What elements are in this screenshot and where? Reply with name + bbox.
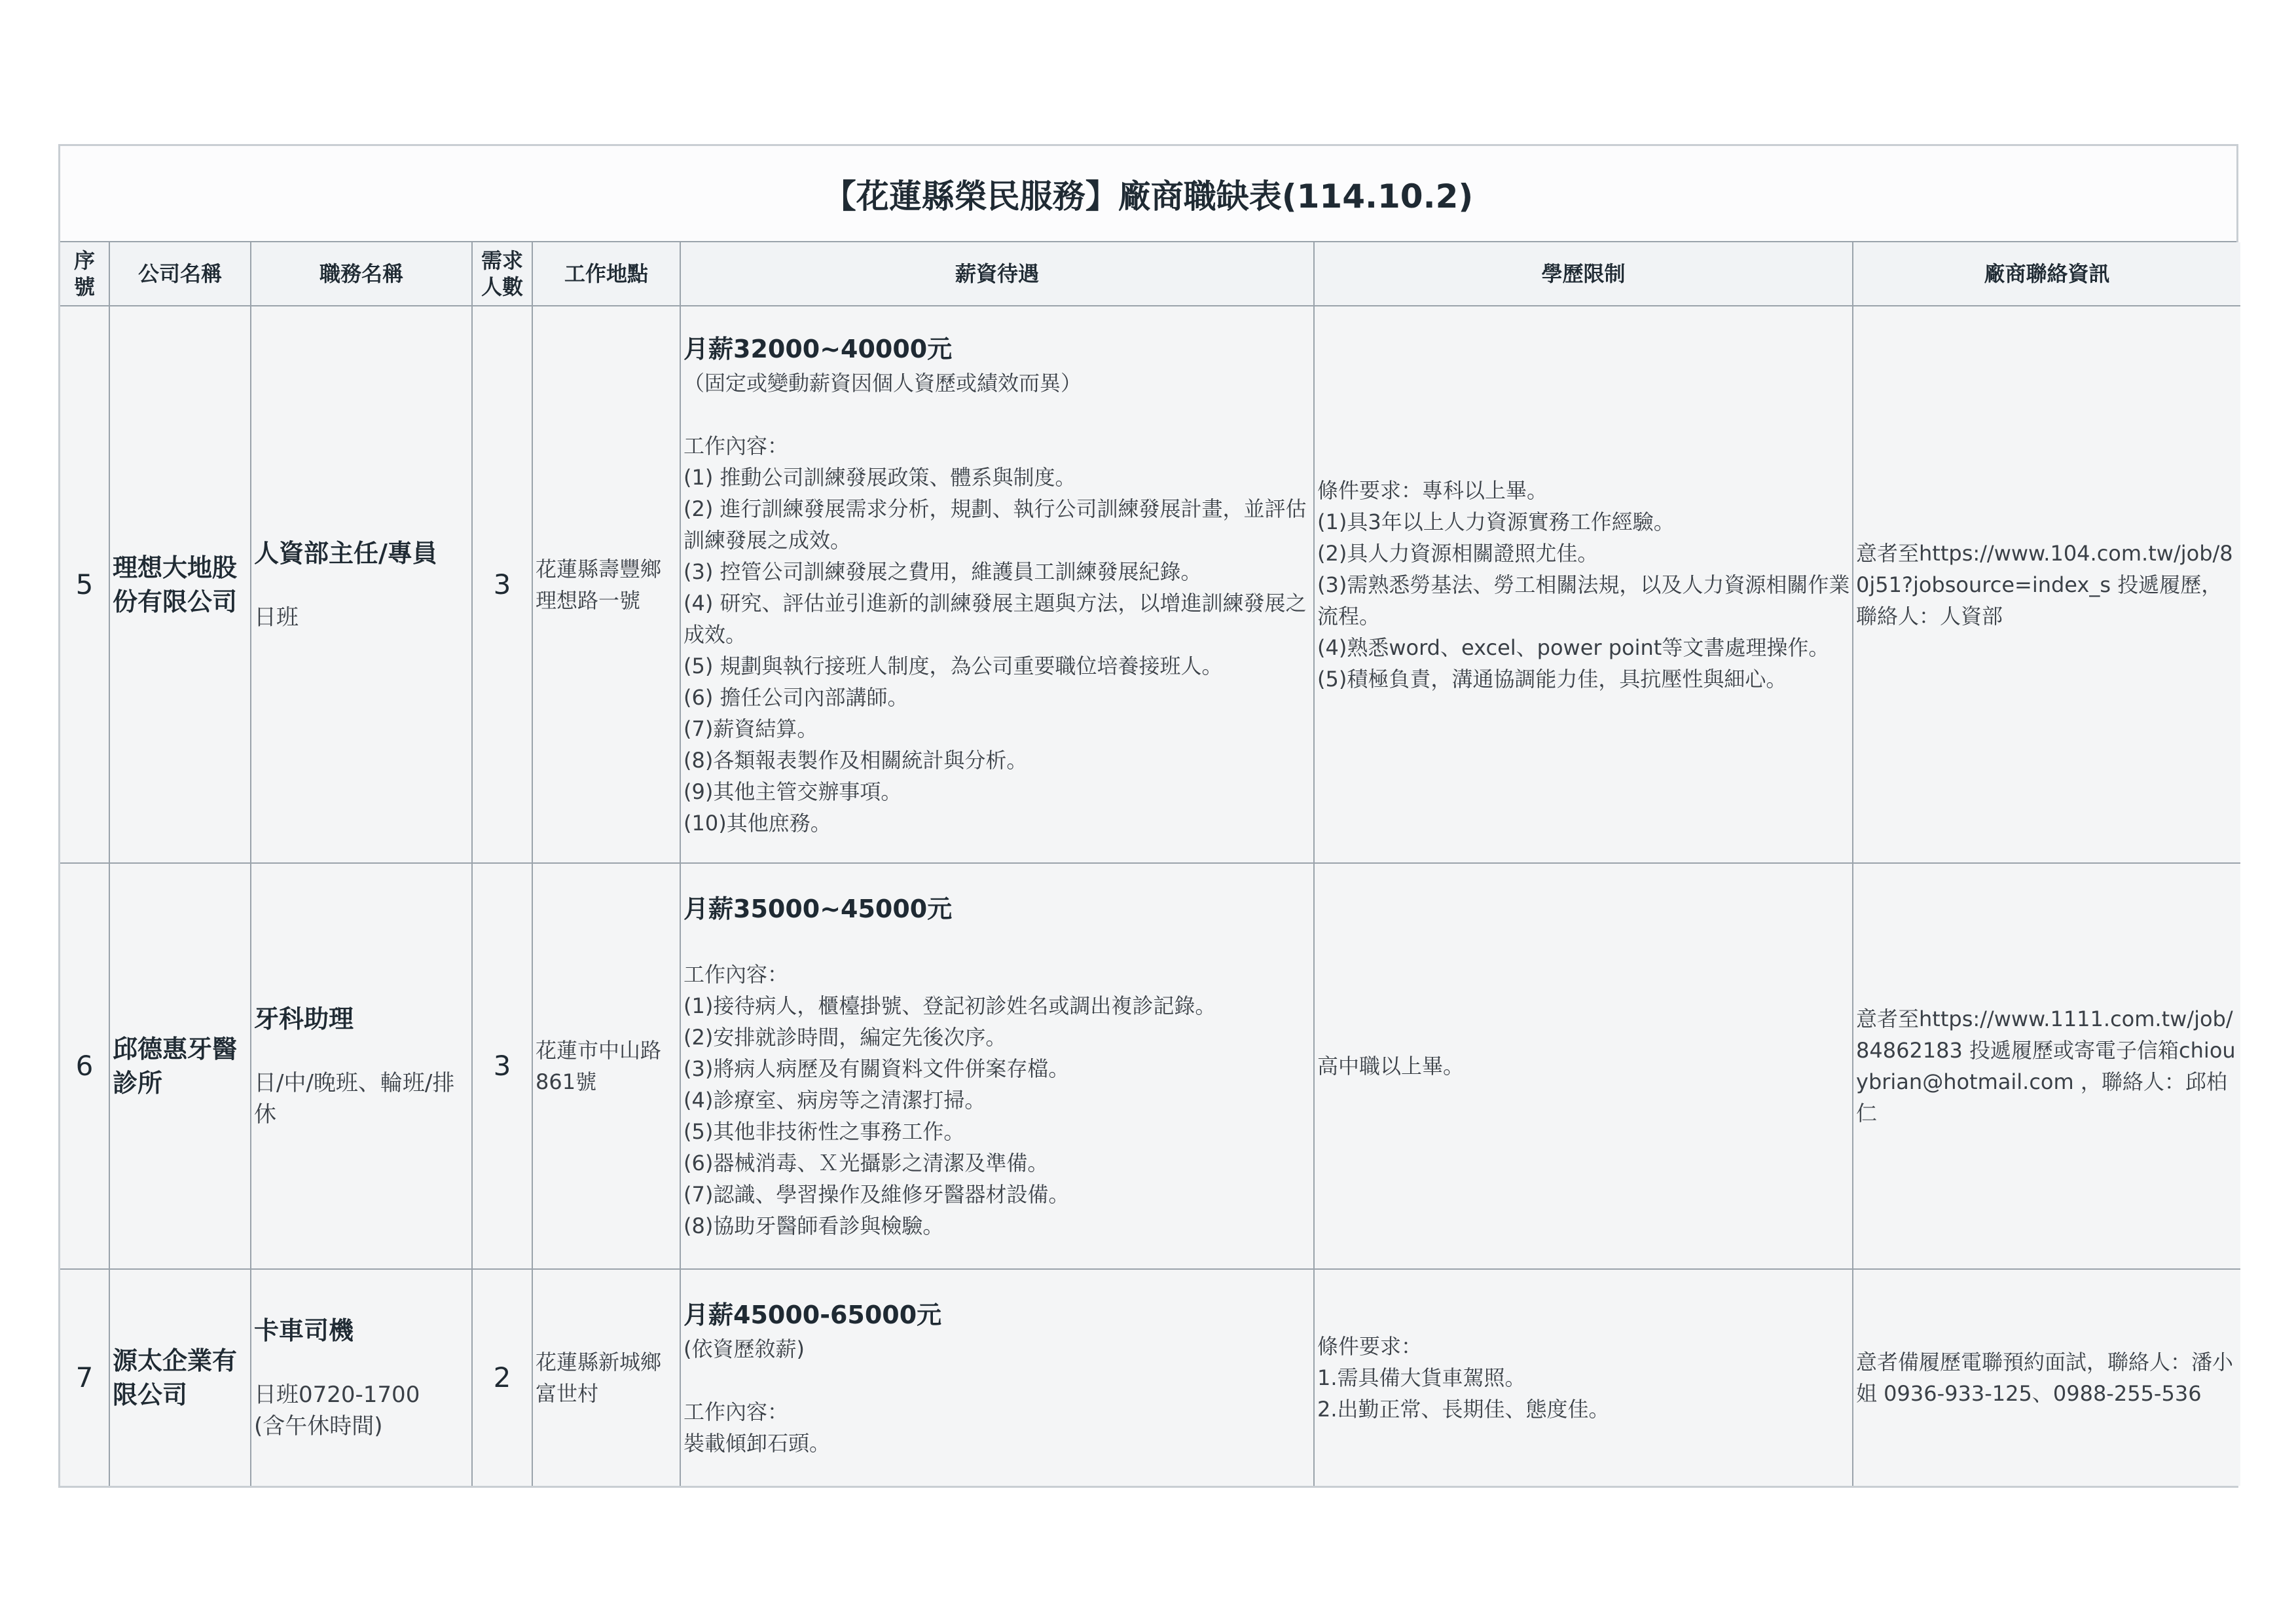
education-cell — [1314, 306, 1853, 863]
duty-item: (5) 規劃與執行接班人制度，為公司重要職位培養接班人。 — [683, 653, 1223, 678]
salary-amount: 月薪35000~45000元 — [683, 895, 953, 923]
duty-item: (7)認識、學習操作及維修牙醫器材設備。 — [683, 1182, 1070, 1207]
table-row — [60, 306, 2240, 863]
duty-item: (6)器械消毒、Ｘ光攝影之清潔及準備。 — [683, 1151, 1049, 1175]
requirement-item: (2)具人力資源相關證照尤佳。 — [1317, 540, 1599, 566]
job-title: 牙科助理 — [254, 1005, 354, 1033]
headcount: 2 — [472, 1269, 532, 1486]
salary-cell — [680, 1269, 1314, 1486]
header-contact: 廠商聯絡資訊 — [1853, 242, 2240, 306]
job-shift-note: (含午休時間) — [254, 1413, 383, 1439]
duty-item: 裝載傾卸石頭。 — [683, 1431, 831, 1456]
duties-label: 工作內容： — [683, 433, 789, 458]
job-shift: 日班 — [254, 604, 299, 631]
work-location: 花蓮縣新城鄉富世村 — [532, 1269, 680, 1486]
job-title: 人資部主任/專員 — [254, 538, 437, 568]
duty-item: (2) 進行訓練發展需求分析，規劃、執行公司訓練發展計畫，並評估訓練發展之成效。 — [683, 496, 1307, 553]
job-cell — [251, 863, 472, 1269]
requirement-item: 條件要求：專科以上畢。 — [1317, 477, 1548, 503]
salary-cell — [680, 863, 1314, 1269]
header-row — [60, 242, 2240, 306]
sheet-title: 【花蓮縣榮民服務】廠商職缺表(114.10.2) — [60, 146, 2236, 242]
duty-item: (2)安排就診時間，編定先後次序。 — [683, 1025, 1007, 1050]
headcount: 3 — [472, 306, 532, 863]
company-name: 理想大地股份有限公司 — [109, 306, 251, 863]
requirement-item: 高中職以上畢。 — [1317, 1054, 1465, 1079]
header-count: 需求人數 — [472, 242, 532, 306]
requirement-item: (1)具3年以上人力資源實務工作經驗。 — [1317, 509, 1675, 534]
education-cell — [1314, 863, 1853, 1269]
header-location: 工作地點 — [532, 242, 680, 306]
header-salary: 薪資待遇 — [680, 242, 1314, 306]
duty-item: (10)其他庶務。 — [683, 810, 831, 836]
salary-amount: 月薪45000-65000元 — [683, 1301, 942, 1329]
duties-label: 工作內容： — [683, 1399, 789, 1424]
salary-note: (依資歷敘薪) — [683, 1337, 805, 1361]
table-row — [60, 863, 2240, 1269]
header-job: 職務名稱 — [251, 242, 472, 306]
requirement-item: (5)積極負責，溝通協調能力佳，具抗壓性與細心。 — [1317, 666, 1787, 692]
requirement-item: (4)熟悉word、excel、power point等文書處理操作。 — [1317, 635, 1830, 660]
job-cell — [251, 1269, 472, 1486]
duty-item: (6) 擔任公司內部講師。 — [683, 684, 909, 710]
vacancy-sheet — [58, 144, 2238, 1488]
duty-item: (7)薪資結算。 — [683, 716, 818, 741]
duty-item: (8)各類報表製作及相關統計與分析。 — [683, 747, 1028, 773]
work-location: 花蓮縣壽豐鄉理想路一號 — [532, 306, 680, 863]
requirement-item: (3)需熟悉勞基法、勞工相關法規，以及人力資源相關作業流程。 — [1317, 572, 1850, 629]
duty-item: (4)診療室、病房等之清潔打掃。 — [683, 1088, 986, 1113]
row-number: 7 — [60, 1269, 109, 1486]
work-location: 花蓮市中山路861號 — [532, 863, 680, 1269]
row-number: 6 — [60, 863, 109, 1269]
salary-note: （固定或變動薪資因個人資歷或績效而異） — [683, 370, 1082, 396]
education-cell — [1314, 1269, 1853, 1486]
header-company: 公司名稱 — [109, 242, 251, 306]
duties-label: 工作內容： — [683, 962, 789, 987]
company-name: 邱德惠牙醫診所 — [109, 863, 251, 1269]
job-title: 卡車司機 — [254, 1316, 354, 1345]
duty-item: (8)協助牙醫師看診與檢驗。 — [683, 1213, 944, 1238]
company-name: 源太企業有限公司 — [109, 1269, 251, 1486]
requirement-item: 條件要求： — [1317, 1334, 1423, 1359]
contact-info: 意者備履歷電聯預約面試，聯絡人：潘小姐 0936-933-125、0988-255-536 — [1853, 1269, 2240, 1486]
salary-cell — [680, 306, 1314, 863]
table-row — [60, 1269, 2240, 1486]
vacancy-table — [60, 242, 2240, 1486]
duty-item: (1) 推動公司訓練發展政策、體系與制度。 — [683, 464, 1076, 490]
duty-item: (5)其他非技術性之事務工作。 — [683, 1119, 965, 1144]
job-shift: 日/中/晚班、輪班/排休 — [254, 1070, 455, 1128]
duty-item: (4) 研究、評估並引進新的訓練發展主題與方法，以增進訓練發展之成效。 — [683, 590, 1307, 647]
salary-amount: 月薪32000~40000元 — [683, 334, 953, 363]
requirement-item: 2.出勤正常、長期佳、態度佳。 — [1317, 1397, 1610, 1422]
duty-item: (9)其他主管交辦事項。 — [683, 779, 902, 804]
duty-item: (3)將病人病歷及有關資料文件併案存檔。 — [683, 1056, 1070, 1081]
contact-info: 意者至https://www.104.com.tw/job/80j51?jobsource=index_s 投遞履歷，聯絡人：人資部 — [1853, 306, 2240, 863]
contact-info: 意者至https://www.1111.com.tw/job/84862183 投遞履歷或寄電子信箱chiouybrian@hotmail.com ，聯絡人：邱柏仁 — [1853, 863, 2240, 1269]
row-number: 5 — [60, 306, 109, 863]
job-cell — [251, 306, 472, 863]
header-education: 學歷限制 — [1314, 242, 1853, 306]
duty-item: (1)接待病人，櫃檯掛號、登記初診姓名或調出複診記錄。 — [683, 993, 1216, 1018]
header-no: 序號 — [60, 242, 109, 306]
duty-item: (3) 控管公司訓練發展之費用，維護員工訓練發展紀錄。 — [683, 559, 1202, 584]
requirement-item: 1.需具備大貨車駕照。 — [1317, 1365, 1526, 1390]
headcount: 3 — [472, 863, 532, 1269]
job-shift: 日班0720-1700 — [254, 1382, 420, 1408]
